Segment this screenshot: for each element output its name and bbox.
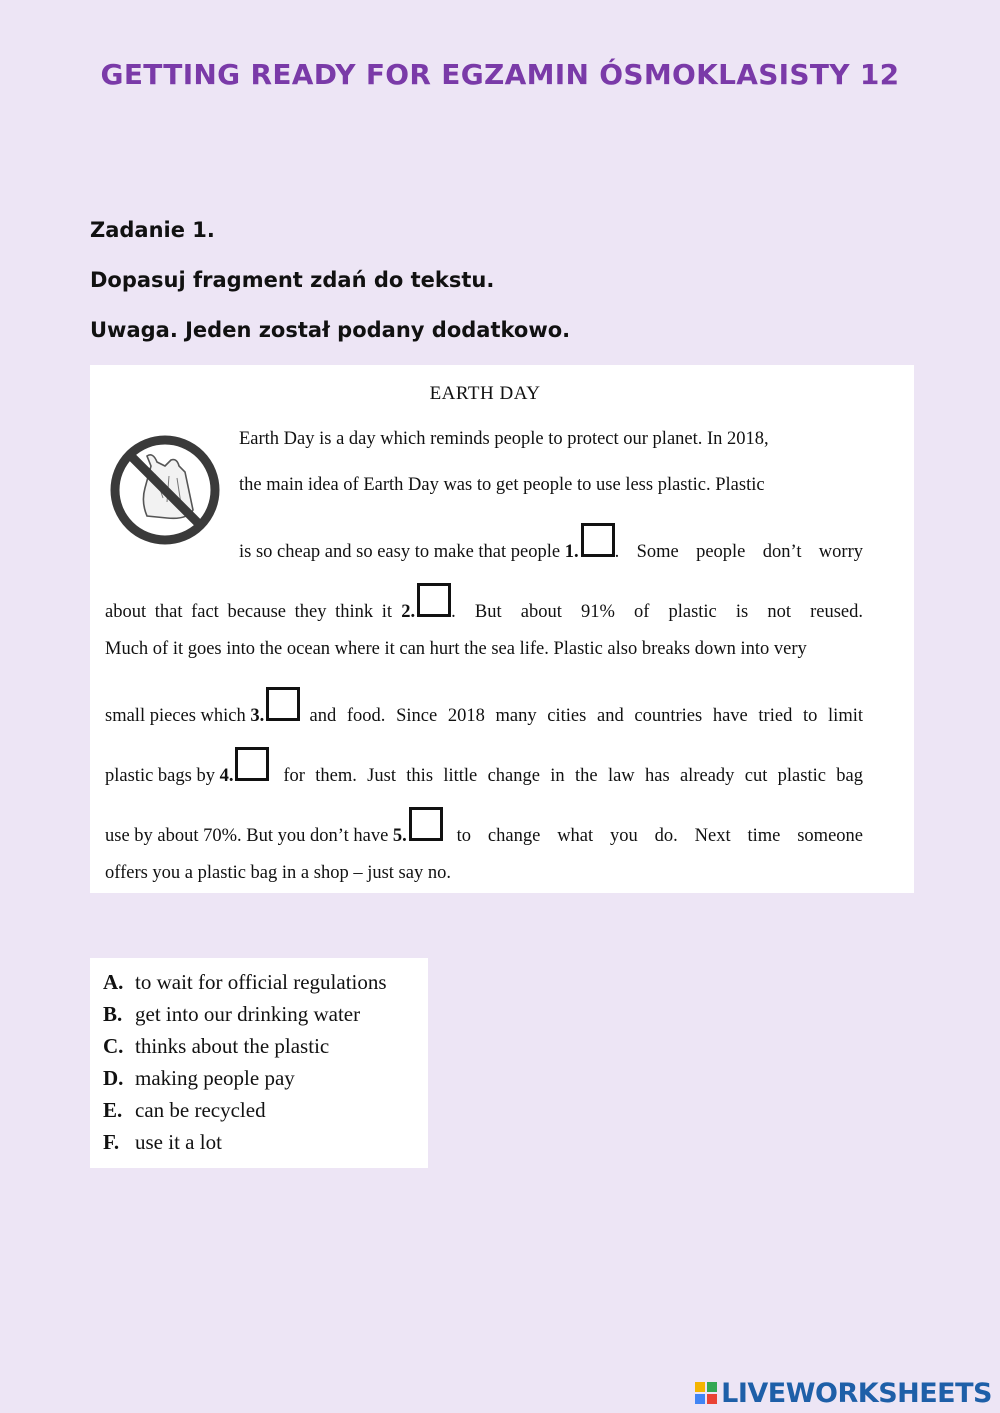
option-text: to wait for official regulations [135,970,387,994]
option-letter: C. [103,1034,124,1058]
no-plastic-bag-icon [107,432,223,548]
story-line-2: the main idea of Earth Day was to get people to use less plastic. Plastic [239,475,765,495]
gap-number-5: 5. [392,826,407,846]
option-text: can be recycled [135,1098,266,1122]
story-text: to change what you do. Next time someone [456,826,863,846]
story-line-9: offers you a plastic bag in a shop – just say no. [105,863,451,883]
reading-text-panel [90,365,914,893]
gap-box-5[interactable] [409,807,443,841]
task-note: Uwaga. Jeden został podany dodatkowo. [90,318,571,342]
story-line-4 [105,583,863,623]
story-line-5: Much of it goes into the ocean where it can hurt the sea life. Plastic also breaks down into very [105,639,807,659]
story-text: use by about 70%. But you don’t have [105,826,389,846]
gap-box-2[interactable] [417,583,451,617]
gap-number-3: 3. [250,706,265,726]
story-line-3 [239,523,863,563]
story-line-1: Earth Day is a day which reminds people to protect our planet. In 2018, [239,429,769,449]
task-number: Zadanie 1. [90,218,215,242]
gap-number-1: 1. [564,542,579,562]
story-text: is so cheap and so easy to make that people [239,542,561,562]
option-c [103,1034,329,1059]
story-title: EARTH DAY [429,383,541,404]
story-text: for them. Just this little change in the law has already cut plastic bag [283,766,863,786]
option-letter: A. [103,970,124,994]
option-text: making people pay [135,1066,295,1090]
story-text: small pieces which [105,706,246,726]
option-letter: F. [103,1130,120,1154]
option-text: use it a lot [135,1130,222,1154]
option-d [103,1066,295,1091]
story-line-7 [105,747,863,787]
story-text: . But about 91% of plastic is not reused. [451,602,863,622]
gap-box-3[interactable] [266,687,300,721]
option-a [103,970,387,995]
page-title: GETTING READY FOR EGZAMIN ÓSMOKLASISTY 12 [100,58,900,91]
option-b [103,1002,360,1027]
gap-number-2: 2. [401,602,416,622]
option-letter: E. [103,1098,123,1122]
brand-text: LIVEWORKSHEETS [721,1377,992,1409]
option-e [103,1098,266,1123]
gap-box-1[interactable] [581,523,615,557]
story-text: and food. Since 2018 many cities and countries have tried to limit [309,706,863,726]
story-text: plastic bags by [105,766,215,786]
story-line-6 [105,687,863,727]
answer-options-panel [90,958,428,1168]
option-f [103,1130,222,1155]
task-instruction: Dopasuj fragment zdań do tekstu. [90,268,495,292]
option-letter: B. [103,1002,123,1026]
gap-number-4: 4. [219,766,234,786]
option-letter: D. [103,1066,124,1090]
option-text: thinks about the plastic [135,1034,330,1058]
story-text: about that fact because they think it [105,602,393,622]
option-text: get into our drinking water [135,1002,361,1026]
liveworksheets-logo [695,1377,992,1409]
liveworksheets-logo-icon [695,1382,717,1404]
gap-box-4[interactable] [235,747,269,781]
story-text: . Some people don’t worry [614,542,863,562]
story-line-8 [105,807,863,847]
